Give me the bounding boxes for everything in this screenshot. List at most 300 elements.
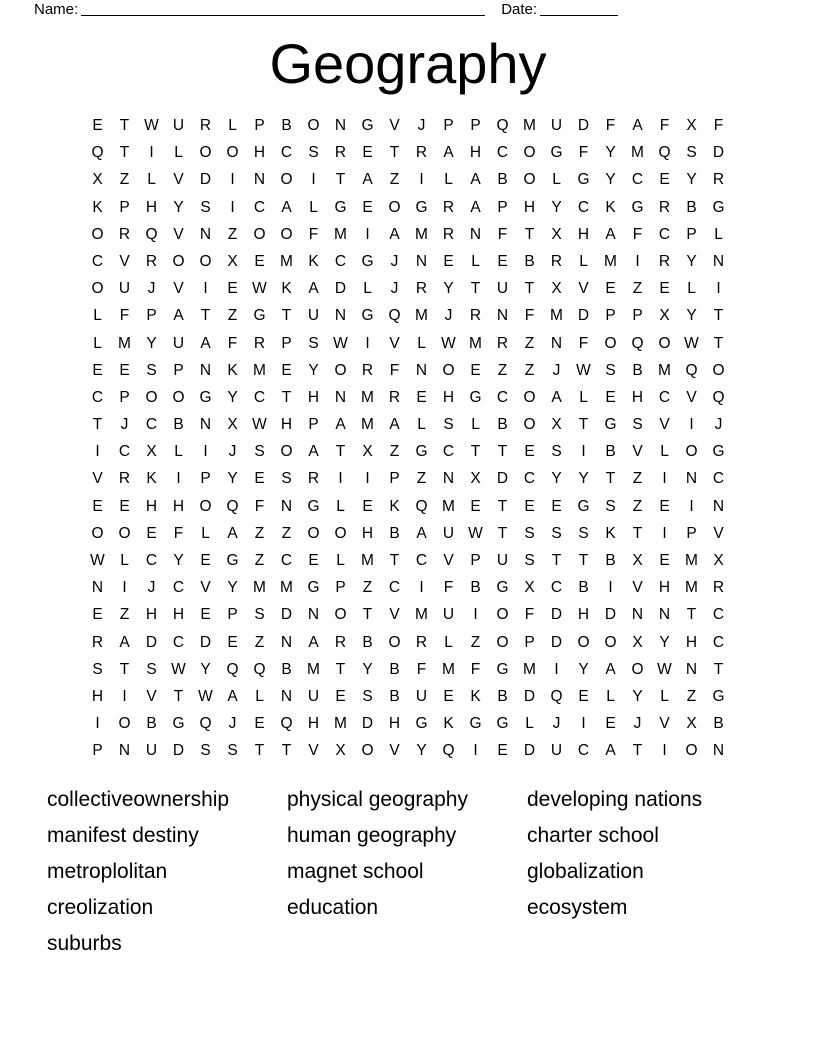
grid-cell[interactable]: G [361, 252, 374, 270]
grid-cell[interactable]: T [200, 307, 211, 325]
grid-cell[interactable]: G [415, 198, 428, 216]
grid-cell[interactable]: C [496, 388, 509, 406]
grid-cell[interactable]: I [176, 470, 181, 488]
grid-cell[interactable]: Y [578, 470, 589, 488]
grid-cell[interactable]: W [468, 524, 483, 542]
grid-cell[interactable]: H [577, 225, 590, 243]
grid-cell[interactable]: J [444, 307, 453, 325]
grid-cell[interactable]: T [632, 524, 643, 542]
grid-cell[interactable]: F [308, 225, 319, 243]
grid-cell[interactable]: T [389, 552, 400, 569]
grid-cell[interactable]: A [281, 198, 292, 216]
grid-cell[interactable]: N [280, 633, 293, 651]
grid-cell[interactable]: P [632, 307, 643, 325]
grid-cell[interactable]: O [496, 606, 509, 624]
grid-cell[interactable]: I [635, 252, 640, 270]
grid-cell[interactable]: I [122, 579, 127, 597]
grid-cell[interactable]: F [524, 307, 535, 325]
grid-cell[interactable]: V [659, 715, 670, 733]
grid-cell[interactable]: V [389, 334, 400, 352]
grid-cell[interactable]: B [389, 660, 400, 678]
grid-cell[interactable]: R [415, 633, 428, 651]
grid-cell[interactable]: Y [578, 660, 589, 678]
grid-cell[interactable]: I [311, 171, 316, 189]
grid-cell[interactable]: V [200, 579, 211, 597]
grid-cell[interactable]: H [469, 144, 482, 162]
grid-cell[interactable]: R [307, 470, 320, 488]
grid-cell[interactable]: O [604, 334, 617, 352]
grid-cell[interactable]: O [91, 280, 104, 298]
grid-cell[interactable]: N [334, 388, 347, 406]
grid-cell[interactable]: P [146, 307, 157, 325]
grid-cell[interactable]: X [551, 225, 562, 243]
grid-cell[interactable]: V [389, 606, 400, 624]
grid-cell[interactable]: S [362, 687, 373, 705]
grid-cell[interactable]: Y [659, 633, 670, 651]
grid-cell[interactable]: U [145, 742, 158, 760]
grid-cell[interactable]: T [497, 524, 508, 542]
grid-cell[interactable]: O [91, 225, 104, 243]
grid-cell[interactable]: U [496, 280, 509, 298]
grid-cell[interactable]: O [523, 388, 536, 406]
grid-cell[interactable]: T [173, 687, 184, 705]
grid-cell[interactable]: W [252, 416, 267, 434]
grid-cell[interactable]: F [497, 225, 508, 243]
grid-cell[interactable]: D [712, 144, 725, 162]
grid-cell[interactable]: I [122, 687, 127, 705]
grid-cell[interactable]: I [230, 171, 235, 189]
grid-cell[interactable]: R [334, 633, 347, 651]
grid-cell[interactable]: G [577, 497, 590, 515]
grid-cell[interactable]: R [442, 198, 455, 216]
grid-cell[interactable]: V [173, 280, 184, 298]
grid-cell[interactable]: V [173, 171, 184, 189]
grid-cell[interactable]: M [118, 334, 131, 352]
grid-cell[interactable]: G [496, 660, 509, 678]
grid-cell[interactable]: K [227, 361, 238, 379]
grid-cell[interactable]: X [227, 252, 238, 270]
grid-cell[interactable]: M [415, 307, 428, 325]
grid-cell[interactable]: E [254, 715, 265, 733]
grid-cell[interactable]: A [470, 171, 481, 189]
grid-cell[interactable]: U [550, 742, 563, 760]
grid-cell[interactable]: T [578, 552, 589, 569]
grid-cell[interactable]: Y [632, 687, 643, 705]
grid-cell[interactable]: N [469, 225, 482, 243]
grid-cell[interactable]: B [389, 524, 400, 542]
grid-cell[interactable]: N [415, 252, 428, 270]
grid-cell[interactable]: L [417, 416, 426, 434]
grid-cell[interactable]: V [173, 225, 184, 243]
grid-cell[interactable]: V [389, 742, 400, 760]
grid-cell[interactable]: V [659, 416, 670, 434]
grid-cell[interactable]: K [92, 198, 103, 216]
grid-cell[interactable]: C [280, 144, 293, 162]
grid-cell[interactable]: N [712, 742, 725, 760]
grid-cell[interactable]: D [172, 742, 185, 760]
grid-cell[interactable]: U [496, 552, 509, 569]
grid-cell[interactable]: E [362, 144, 373, 162]
grid-cell[interactable]: R [361, 361, 374, 379]
grid-cell[interactable]: N [496, 307, 509, 325]
grid-cell[interactable]: T [713, 334, 724, 352]
grid-cell[interactable]: P [470, 117, 481, 134]
grid-cell[interactable]: D [604, 606, 617, 624]
grid-cell[interactable]: C [253, 198, 266, 216]
grid-cell[interactable]: P [335, 579, 346, 597]
grid-cell[interactable]: W [684, 334, 699, 352]
grid-cell[interactable]: Z [227, 225, 238, 243]
grid-cell[interactable]: L [525, 715, 534, 733]
grid-cell[interactable]: E [200, 606, 211, 624]
grid-cell[interactable]: V [119, 252, 130, 270]
grid-cell[interactable]: N [307, 606, 320, 624]
grid-cell[interactable]: E [416, 388, 427, 406]
grid-cell[interactable]: S [227, 742, 238, 760]
grid-cell[interactable]: T [524, 280, 535, 298]
grid-cell[interactable]: U [442, 524, 455, 542]
grid-cell[interactable]: Z [281, 524, 292, 542]
grid-cell[interactable]: Z [632, 497, 643, 515]
grid-cell[interactable]: F [524, 606, 535, 624]
grid-cell[interactable]: Z [254, 524, 265, 542]
grid-cell[interactable]: H [91, 687, 104, 705]
grid-cell[interactable]: Y [173, 552, 184, 569]
grid-cell[interactable]: O [685, 742, 698, 760]
grid-cell[interactable]: B [632, 361, 643, 379]
grid-cell[interactable]: L [471, 416, 480, 434]
grid-cell[interactable]: C [334, 252, 347, 270]
grid-cell[interactable]: M [685, 579, 698, 597]
grid-cell[interactable]: A [335, 416, 346, 434]
grid-cell[interactable]: R [712, 579, 725, 597]
grid-cell[interactable]: T [470, 443, 481, 461]
grid-cell[interactable]: L [714, 225, 723, 243]
grid-cell[interactable]: O [604, 633, 617, 651]
grid-cell[interactable]: O [388, 633, 401, 651]
grid-cell[interactable]: B [497, 171, 508, 189]
grid-cell[interactable]: W [333, 334, 348, 352]
grid-cell[interactable]: M [361, 416, 374, 434]
grid-cell[interactable]: L [444, 633, 453, 651]
grid-cell[interactable]: L [255, 687, 264, 705]
grid-cell[interactable]: Q [658, 144, 671, 162]
grid-cell[interactable]: L [444, 171, 453, 189]
grid-cell[interactable]: Z [524, 361, 535, 379]
grid-cell[interactable]: E [659, 280, 670, 298]
grid-cell[interactable]: O [388, 198, 401, 216]
grid-cell[interactable]: S [524, 524, 535, 542]
grid-cell[interactable]: O [658, 334, 671, 352]
grid-cell[interactable]: A [227, 687, 238, 705]
grid-cell[interactable]: Z [119, 171, 130, 189]
date-write-in-line[interactable] [540, 0, 618, 16]
grid-cell[interactable]: E [605, 388, 616, 406]
grid-cell[interactable]: L [579, 252, 588, 270]
grid-cell[interactable]: N [199, 225, 212, 243]
grid-cell[interactable]: L [120, 552, 129, 569]
grid-cell[interactable]: C [388, 579, 401, 597]
grid-cell[interactable]: Q [91, 144, 104, 162]
grid-cell[interactable]: S [281, 470, 292, 488]
grid-cell[interactable]: M [334, 225, 347, 243]
grid-cell[interactable]: I [689, 497, 694, 515]
grid-cell[interactable]: X [713, 552, 724, 569]
grid-cell[interactable]: U [172, 334, 185, 352]
grid-cell[interactable]: A [389, 225, 400, 243]
grid-cell[interactable]: G [577, 171, 590, 189]
grid-cell[interactable]: O [253, 225, 266, 243]
grid-cell[interactable]: O [334, 606, 347, 624]
grid-cell[interactable]: J [714, 416, 723, 434]
grid-cell[interactable]: R [91, 633, 104, 651]
grid-cell[interactable]: G [361, 117, 374, 134]
grid-cell[interactable]: J [228, 715, 237, 733]
grid-cell[interactable]: N [280, 497, 293, 515]
grid-cell[interactable]: O [631, 660, 644, 678]
grid-cell[interactable]: J [390, 280, 399, 298]
grid-cell[interactable]: O [523, 416, 536, 434]
grid-cell[interactable]: F [443, 579, 454, 597]
grid-cell[interactable]: V [443, 552, 454, 569]
grid-cell[interactable]: G [415, 443, 428, 461]
grid-cell[interactable]: A [308, 280, 319, 298]
grid-cell[interactable]: Z [389, 171, 400, 189]
grid-cell[interactable]: D [550, 606, 563, 624]
grid-cell[interactable]: B [281, 660, 292, 678]
grid-cell[interactable]: Y [605, 144, 616, 162]
grid-cell[interactable]: F [470, 660, 481, 678]
grid-cell[interactable]: S [632, 416, 643, 434]
grid-cell[interactable]: L [363, 280, 372, 298]
grid-cell[interactable]: C [280, 552, 293, 569]
grid-cell[interactable]: U [442, 606, 455, 624]
grid-cell[interactable]: I [365, 470, 370, 488]
grid-cell[interactable]: Z [686, 687, 697, 705]
grid-cell[interactable]: T [713, 660, 724, 678]
grid-cell[interactable]: X [362, 443, 373, 461]
grid-cell[interactable]: M [415, 225, 428, 243]
grid-cell[interactable]: H [442, 388, 455, 406]
grid-cell[interactable]: S [524, 552, 535, 569]
grid-cell[interactable]: R [118, 470, 131, 488]
grid-cell[interactable]: Z [119, 606, 130, 624]
grid-cell[interactable]: R [415, 144, 428, 162]
grid-cell[interactable]: M [442, 497, 455, 515]
grid-cell[interactable]: D [334, 280, 347, 298]
grid-cell[interactable]: J [147, 579, 156, 597]
grid-cell[interactable]: E [119, 497, 130, 515]
grid-cell[interactable]: Q [442, 742, 455, 760]
grid-cell[interactable]: K [605, 524, 616, 542]
grid-cell[interactable]: O [118, 715, 131, 733]
grid-cell[interactable]: G [631, 198, 644, 216]
grid-cell[interactable]: R [199, 117, 212, 134]
grid-cell[interactable]: X [551, 416, 562, 434]
grid-cell[interactable]: O [334, 524, 347, 542]
grid-cell[interactable]: R [658, 198, 671, 216]
grid-cell[interactable]: Q [415, 497, 428, 515]
grid-cell[interactable]: P [227, 606, 238, 624]
grid-cell[interactable]: D [577, 307, 590, 325]
grid-cell[interactable]: I [149, 144, 154, 162]
grid-cell[interactable]: Y [551, 198, 562, 216]
grid-cell[interactable]: L [336, 497, 345, 515]
grid-cell[interactable]: T [119, 144, 130, 162]
grid-cell[interactable]: S [92, 660, 103, 678]
grid-cell[interactable]: D [145, 633, 158, 651]
grid-cell[interactable]: Y [605, 171, 616, 189]
grid-cell[interactable]: E [227, 633, 238, 651]
grid-cell[interactable]: T [524, 225, 535, 243]
grid-cell[interactable]: C [658, 388, 671, 406]
grid-cell[interactable]: C [496, 144, 509, 162]
grid-cell[interactable]: R [469, 307, 482, 325]
grid-cell[interactable]: O [91, 524, 104, 542]
grid-cell[interactable]: L [93, 307, 102, 325]
grid-cell[interactable]: O [361, 742, 374, 760]
grid-cell[interactable]: E [659, 552, 670, 569]
grid-cell[interactable]: A [362, 171, 373, 189]
grid-cell[interactable]: F [605, 117, 616, 134]
grid-cell[interactable]: V [146, 687, 157, 705]
grid-cell[interactable]: Q [550, 687, 563, 705]
grid-cell[interactable]: H [577, 606, 590, 624]
grid-cell[interactable]: N [658, 606, 671, 624]
grid-cell[interactable]: H [145, 198, 158, 216]
grid-cell[interactable]: I [581, 715, 586, 733]
grid-cell[interactable]: C [145, 552, 158, 569]
grid-cell[interactable]: M [415, 606, 428, 624]
grid-cell[interactable]: T [281, 307, 292, 325]
grid-cell[interactable]: F [632, 225, 643, 243]
grid-cell[interactable]: I [230, 198, 235, 216]
grid-cell[interactable]: K [146, 470, 157, 488]
grid-cell[interactable]: B [173, 416, 184, 434]
grid-cell[interactable]: P [497, 198, 508, 216]
grid-cell[interactable]: X [686, 117, 697, 134]
grid-cell[interactable]: T [119, 117, 130, 134]
grid-cell[interactable]: T [254, 742, 265, 760]
grid-cell[interactable]: U [415, 687, 428, 705]
grid-cell[interactable]: M [523, 660, 536, 678]
grid-cell[interactable]: Z [254, 633, 265, 651]
grid-cell[interactable]: P [470, 552, 481, 569]
grid-cell[interactable]: I [608, 579, 613, 597]
grid-cell[interactable]: N [91, 579, 104, 597]
grid-cell[interactable]: N [253, 171, 266, 189]
grid-cell[interactable]: E [551, 497, 562, 515]
grid-cell[interactable]: A [200, 334, 211, 352]
grid-cell[interactable]: C [91, 388, 104, 406]
grid-cell[interactable]: B [713, 715, 724, 733]
grid-cell[interactable]: A [416, 524, 427, 542]
grid-cell[interactable]: T [497, 497, 508, 515]
grid-cell[interactable]: N [334, 307, 347, 325]
grid-cell[interactable]: M [685, 552, 698, 569]
grid-cell[interactable]: X [632, 633, 643, 651]
grid-cell[interactable]: H [172, 497, 185, 515]
grid-cell[interactable]: I [554, 660, 559, 678]
grid-cell[interactable]: C [631, 171, 644, 189]
grid-cell[interactable]: I [95, 715, 100, 733]
grid-cell[interactable]: E [470, 361, 481, 379]
grid-cell[interactable]: G [496, 579, 509, 597]
grid-cell[interactable]: N [712, 497, 725, 515]
grid-cell[interactable]: Z [497, 361, 508, 379]
grid-cell[interactable]: S [308, 334, 319, 352]
grid-cell[interactable]: O [685, 443, 698, 461]
grid-cell[interactable]: H [631, 388, 644, 406]
grid-cell[interactable]: K [308, 252, 319, 270]
grid-cell[interactable]: G [496, 715, 509, 733]
grid-cell[interactable]: D [550, 633, 563, 651]
grid-cell[interactable]: I [365, 334, 370, 352]
grid-cell[interactable]: A [443, 144, 454, 162]
grid-cell[interactable]: L [687, 280, 696, 298]
grid-cell[interactable]: C [523, 470, 536, 488]
grid-cell[interactable]: Y [416, 742, 427, 760]
grid-cell[interactable]: Y [686, 171, 697, 189]
grid-cell[interactable]: E [308, 552, 319, 569]
grid-cell[interactable]: B [470, 579, 481, 597]
grid-cell[interactable]: L [552, 171, 561, 189]
grid-cell[interactable]: I [203, 280, 208, 298]
grid-cell[interactable]: R [388, 388, 401, 406]
grid-cell[interactable]: E [92, 117, 103, 134]
grid-cell[interactable]: O [496, 633, 509, 651]
grid-cell[interactable]: S [551, 443, 562, 461]
grid-cell[interactable]: H [388, 715, 401, 733]
grid-cell[interactable]: P [686, 524, 697, 542]
grid-cell[interactable]: V [389, 117, 400, 134]
grid-cell[interactable]: M [280, 252, 293, 270]
grid-cell[interactable]: Y [362, 660, 373, 678]
grid-cell[interactable]: D [199, 171, 212, 189]
grid-cell[interactable]: W [90, 552, 105, 569]
grid-cell[interactable]: G [361, 307, 374, 325]
grid-cell[interactable]: P [119, 198, 130, 216]
grid-cell[interactable]: Y [686, 252, 697, 270]
grid-cell[interactable]: A [173, 307, 184, 325]
grid-cell[interactable]: B [497, 416, 508, 434]
grid-cell[interactable]: S [443, 416, 454, 434]
grid-cell[interactable]: F [713, 117, 724, 134]
grid-cell[interactable]: Y [686, 307, 697, 325]
grid-cell[interactable]: O [172, 252, 185, 270]
grid-cell[interactable]: Z [254, 552, 265, 569]
grid-cell[interactable]: F [254, 497, 265, 515]
grid-cell[interactable]: E [146, 524, 157, 542]
grid-cell[interactable]: V [632, 443, 643, 461]
grid-cell[interactable]: Z [389, 443, 400, 461]
grid-cell[interactable]: K [470, 687, 481, 705]
grid-cell[interactable]: S [551, 524, 562, 542]
grid-cell[interactable]: T [605, 470, 616, 488]
grid-cell[interactable]: X [146, 443, 157, 461]
grid-cell[interactable]: D [523, 742, 536, 760]
grid-cell[interactable]: C [577, 198, 590, 216]
grid-cell[interactable]: N [550, 334, 563, 352]
grid-cell[interactable]: Q [226, 497, 239, 515]
grid-cell[interactable]: A [119, 633, 130, 651]
grid-cell[interactable]: R [496, 334, 509, 352]
grid-cell[interactable]: V [92, 470, 103, 488]
grid-cell[interactable]: F [416, 660, 427, 678]
grid-cell[interactable]: W [657, 660, 672, 678]
grid-cell[interactable]: C [415, 552, 428, 569]
grid-cell[interactable]: D [199, 633, 212, 651]
